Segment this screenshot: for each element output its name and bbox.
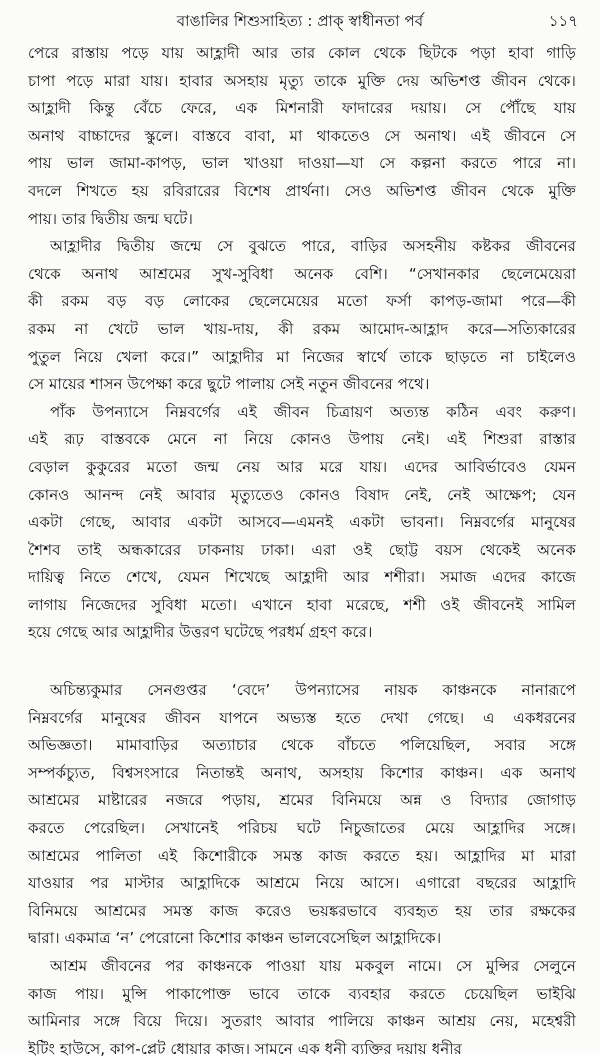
text-line: সম্পর্কচ্যুত, বিশ্বসংসারে নিতান্তই অনাথ, অসহায় কিশোর কাঞ্চন। এক অনাথ: [28, 763, 576, 782]
text-line: আশ্রম জীবনের পর কাঞ্চনকে পাওয়া যায় মকবুল নামে। সে মুন্সির সেলুনে: [50, 957, 576, 975]
text-line: আহ্লাদীর দ্বিতীয় জন্মে সে বুঝতে পারে, বাড়ির অসহনীয় কষ্টকর জীবনের: [50, 237, 576, 256]
text-line: রকম না খেটে ভাল খায়-দায়, কী রকম আমোদ-আহ্লাদ করে—সত্যিকারের: [28, 319, 576, 338]
text-line: পায়। তার দ্বিতীয় জন্ম ঘটে।: [28, 209, 193, 228]
text-line: দ্বারা। একমাত্র ‘ন’ পেরোনো কিশোর কাঞ্চন ভালবেসেছিল আহ্লাদিকে।: [28, 929, 442, 948]
paragraph: [28, 953, 576, 1063]
text-line: পেরে রাস্তায় পড়ে যায় আহ্লাদী আর তার কোল থেকে ছিটকে পড়া হাবা গাড়ি: [28, 44, 576, 62]
text-line: থেকে অনাথ আশ্রমের সুখ-সুবিধা অনেক বেশি। “সেখানকার ছেলেমেয়েরা: [28, 264, 576, 283]
text-line: পুতুল নিয়ে খেলা করে।” আহ্লাদীর মা নিজের স্বার্থে তাকে ছাড়তে না চাইলেও: [28, 347, 576, 366]
text-line: অচিন্ত্যকুমার সেনগুপ্তর ‘বেদে’ উপন্যাসের নায়ক কাঞ্চনকে নানারূপে: [50, 681, 576, 700]
text-line: বিনিময়ে আশ্রমের সমস্ত কাজ করেও ভয়ঙ্করভাবে ব্যবহৃত হয় তার রক্ষকের: [28, 901, 576, 920]
text-line: সে মায়ের শাসন উপেক্ষা করে ছুটে পালায় সেই নতুন জীবনের পথে।: [28, 375, 430, 394]
text-line: চাপা পড়ে মারা যায়। হাবার অসহায় মৃত্যু তাকে মুক্তি দেয় অভিশপ্ত জীবন থেকে।: [28, 71, 576, 90]
text-line: নিম্নবর্গের মানুষের জীবন যাপনে অভ্যস্ত হতে দেখা গেছে। এ একধরনের: [28, 708, 576, 727]
text-line: ইটিং হাউসে, কাপ-প্লেট ধোয়ার কাজ। সামনে এক ধনী ব্যক্তির দয়ায় ধনীর: [28, 1039, 462, 1058]
text-line: হয়ে গেছে আর আহ্লাদীর উত্তরণ ঘটেছে পরধর্ম গ্রহণ করে।: [28, 623, 373, 642]
page-number: ১১৭: [548, 12, 578, 30]
text-line: পাঁক উপন্যাসে নিম্নবর্গের এই জীবন চিত্রায়ণ অত্যন্ত কঠিন এবং করুণ।: [50, 402, 576, 421]
text-line: করতে পেরেছিল। সেখানেই পরিচয় ঘটে নিচুজাতের মেয়ে আহ্লাদির সঙ্গে।: [28, 819, 576, 838]
page-header: [14, 6, 586, 36]
text-line: একটা গেছে, আবার একটা আসবে—এমনই একটা ভাবনা। নিম্নবর্গের মানুষের: [28, 513, 576, 532]
text-line: লাগায় নিজেদের সুবিধা মতো। এখানে হাবা মরেছে, শশী ওই জীবনেই সামিল: [28, 595, 576, 614]
text-line: বদলে শিখতে হয় রবিরারের বিশেষ প্রার্থনা। সেও অভিশপ্ত জীবন থেকে মুক্তি: [28, 181, 576, 200]
text-line: বেড়াল কুকুরের মতো জন্ম নেয় আর মরে যায়। এদের আবির্ভাবেও যেমন: [28, 457, 576, 476]
text-line: আহ্লাদী কিন্তু বেঁচে ফেরে, এক মিশনারী ফাদারের দয়ায়। সে পৌঁছে যায়: [28, 99, 576, 118]
text-line: আশ্রমের মাষ্টারের নজরে পড়ায়, শ্রমের বিনিময়ে অন্ন ও বিদ্যার জোগাড়: [28, 791, 576, 810]
paragraph: [28, 233, 576, 399]
paragraph: [28, 40, 576, 233]
running-title: বাঙালির শিশুসাহিত্য : প্রাক্ স্বাধীনতা পর্ব: [176, 12, 424, 30]
text-line: আশ্রমের পালিতা এই কিশোরীকে সমস্ত কাজ করতে হয়। আহ্লাদির মা মারা: [28, 846, 576, 865]
text-line: কোনও আনন্দ নেই আবার মৃত্যুতেও কোনও বিষাদ নেই, নেই আক্ষেপ; যেন: [28, 485, 576, 504]
text-line: কাজ পায়। মুন্সি পাকাপোক্ত ভাবে তাকে ব্যবহার করতে চেয়েছিল ভাইঝি: [28, 984, 576, 1003]
text-line: কী রকম বড় বড় লোকের ছেলেমেয়ের মতো ফর্সা কাপড়-জামা পরে—কী: [28, 292, 576, 311]
text-line: অভিজ্ঞতা। মামাবাড়ির অত্যাচার থেকে বাঁচতে পলিয়েছিল, সবার সঙ্গে: [28, 736, 576, 755]
body-text: [28, 40, 576, 1063]
text-line: পায় ভাল জামা-কাপড়, ভাল খাওয়া দাওয়া—যা সে কল্পনা করতে পারে না।: [28, 154, 576, 173]
text-line: অনাথ বাচ্চাদের স্কুলে। বাস্তবে বাবা, মা থাকতেও সে অনাথ। এই জীবনে সে: [28, 126, 576, 145]
text-line: আমিনার সঙ্গে বিয়ে দিয়ে। সুতরাং আবার পালিয়ে কাঞ্চন আশ্রয় নেয়, মহেশ্বরী: [28, 1012, 576, 1031]
paragraph: [28, 399, 576, 647]
text-line: এই রূঢ় বাস্তবকে মেনে না নিয়ে কোনও উপায় নেই। এই শিশুরা রাস্তার: [28, 430, 576, 449]
text-line: যাওয়ার পর মাস্টার আহ্লাদিকে আশ্রমে নিয়ে আসে। এগারো বছরের আহ্লাদি: [28, 874, 576, 893]
section-gap: [28, 647, 576, 677]
paragraph: [28, 677, 576, 953]
text-line: শৈশব তাই অন্ধকারের ঢাকনায় ঢাকা। এরা ওই ছোট্ট বয়স থেকেই অনেক: [28, 540, 576, 559]
text-line: দায়িত্ব নিতে শেখে, যেমন শিখেছে আহ্লাদী আর শশীরা। সমাজ এদের কাজে: [28, 568, 576, 587]
